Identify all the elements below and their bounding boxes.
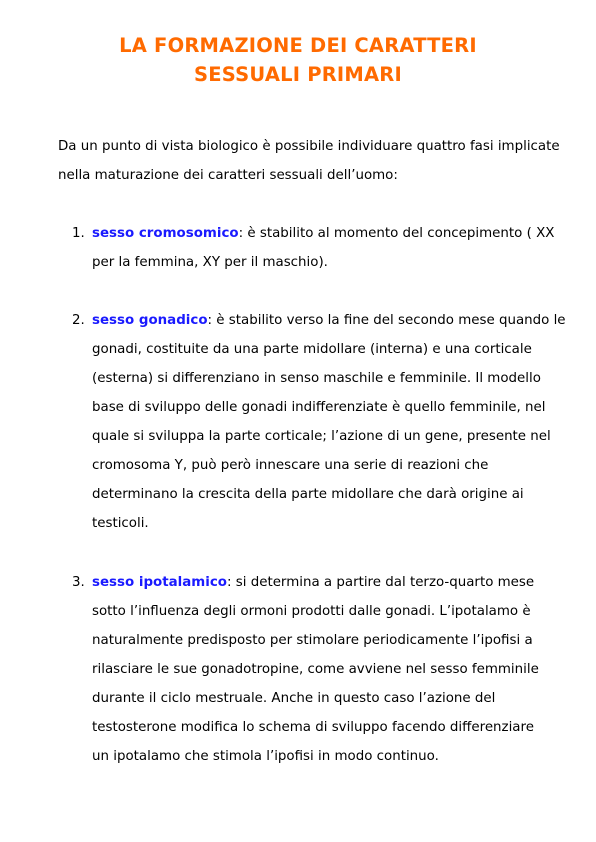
- list-item-first-line: [72, 568, 552, 597]
- page-title: [0, 31, 596, 89]
- list-item-first-line: [72, 219, 555, 248]
- list-item-line: testosterone modifica lo schema di sviluppo facendo differenziare: [92, 720, 534, 735]
- list-item-2: [72, 306, 566, 538]
- list-item-line: rilasciare le sue gonadotropine, come avviene nel sesso femminile: [92, 662, 539, 677]
- list-item-line: testicoli.: [92, 516, 149, 531]
- intro-line-2: nella maturazione dei caratteri sessuali dell’uomo:: [58, 168, 398, 183]
- list-item-line: sotto l’influenza degli ormoni prodotti dalle gonadi. L’ipotalamo è: [92, 604, 531, 619]
- list-item-line: gonadi, costituite da una parte midollare (interna) e una corticale: [92, 342, 532, 357]
- list-item-line: (esterna) si differenziano in senso maschile e femminile. Il modello: [92, 371, 541, 386]
- title-line-1: LA FORMAZIONE DEI CARATTERI: [119, 34, 477, 57]
- title-line-2: SESSUALI PRIMARI: [194, 63, 402, 86]
- list-item-text: : è stabilito al momento del concepimento ( XX: [238, 226, 555, 241]
- list-item-line: quale si sviluppa la parte corticale; l’azione di un gene, presente nel: [92, 429, 551, 444]
- term-highlight: sesso gonadico: [92, 313, 208, 328]
- list-item-3: [72, 568, 552, 771]
- intro-line-1: Da un punto di vista biologico è possibile individuare quattro fasi implicate: [58, 139, 560, 154]
- list-item-text: : è stabilito verso la fine del secondo mese quando le: [207, 313, 566, 328]
- intro-paragraph: [58, 132, 558, 190]
- list-number: 2.: [72, 313, 85, 328]
- list-item-line: durante il ciclo mestruale. Anche in questo caso l’azione del: [92, 691, 496, 706]
- term-highlight: sesso ipotalamico: [92, 575, 227, 590]
- list-item-line: cromosoma Y, può però innescare una serie di reazioni che: [92, 458, 489, 473]
- term-highlight: sesso cromosomico: [92, 226, 239, 241]
- list-item-text: : si determina a partire dal terzo-quarto mese: [226, 575, 535, 590]
- list-item-line: un ipotalamo che stimola l’ipofisi in modo continuo.: [92, 749, 439, 764]
- list-item-1: [72, 219, 555, 277]
- list-number: 3.: [72, 575, 85, 590]
- list-number: 1.: [72, 226, 85, 241]
- list-item-line: naturalmente predisposto per stimolare periodicamente l’ipofisi a: [92, 633, 533, 648]
- list-item-line: base di sviluppo delle gonadi indifferenziate è quello femminile, nel: [92, 400, 546, 415]
- list-item-first-line: [72, 306, 566, 335]
- list-item-line: per la femmina, XY per il maschio).: [92, 255, 328, 270]
- list-item-line: determinano la crescita della parte midollare che darà origine ai: [92, 487, 524, 502]
